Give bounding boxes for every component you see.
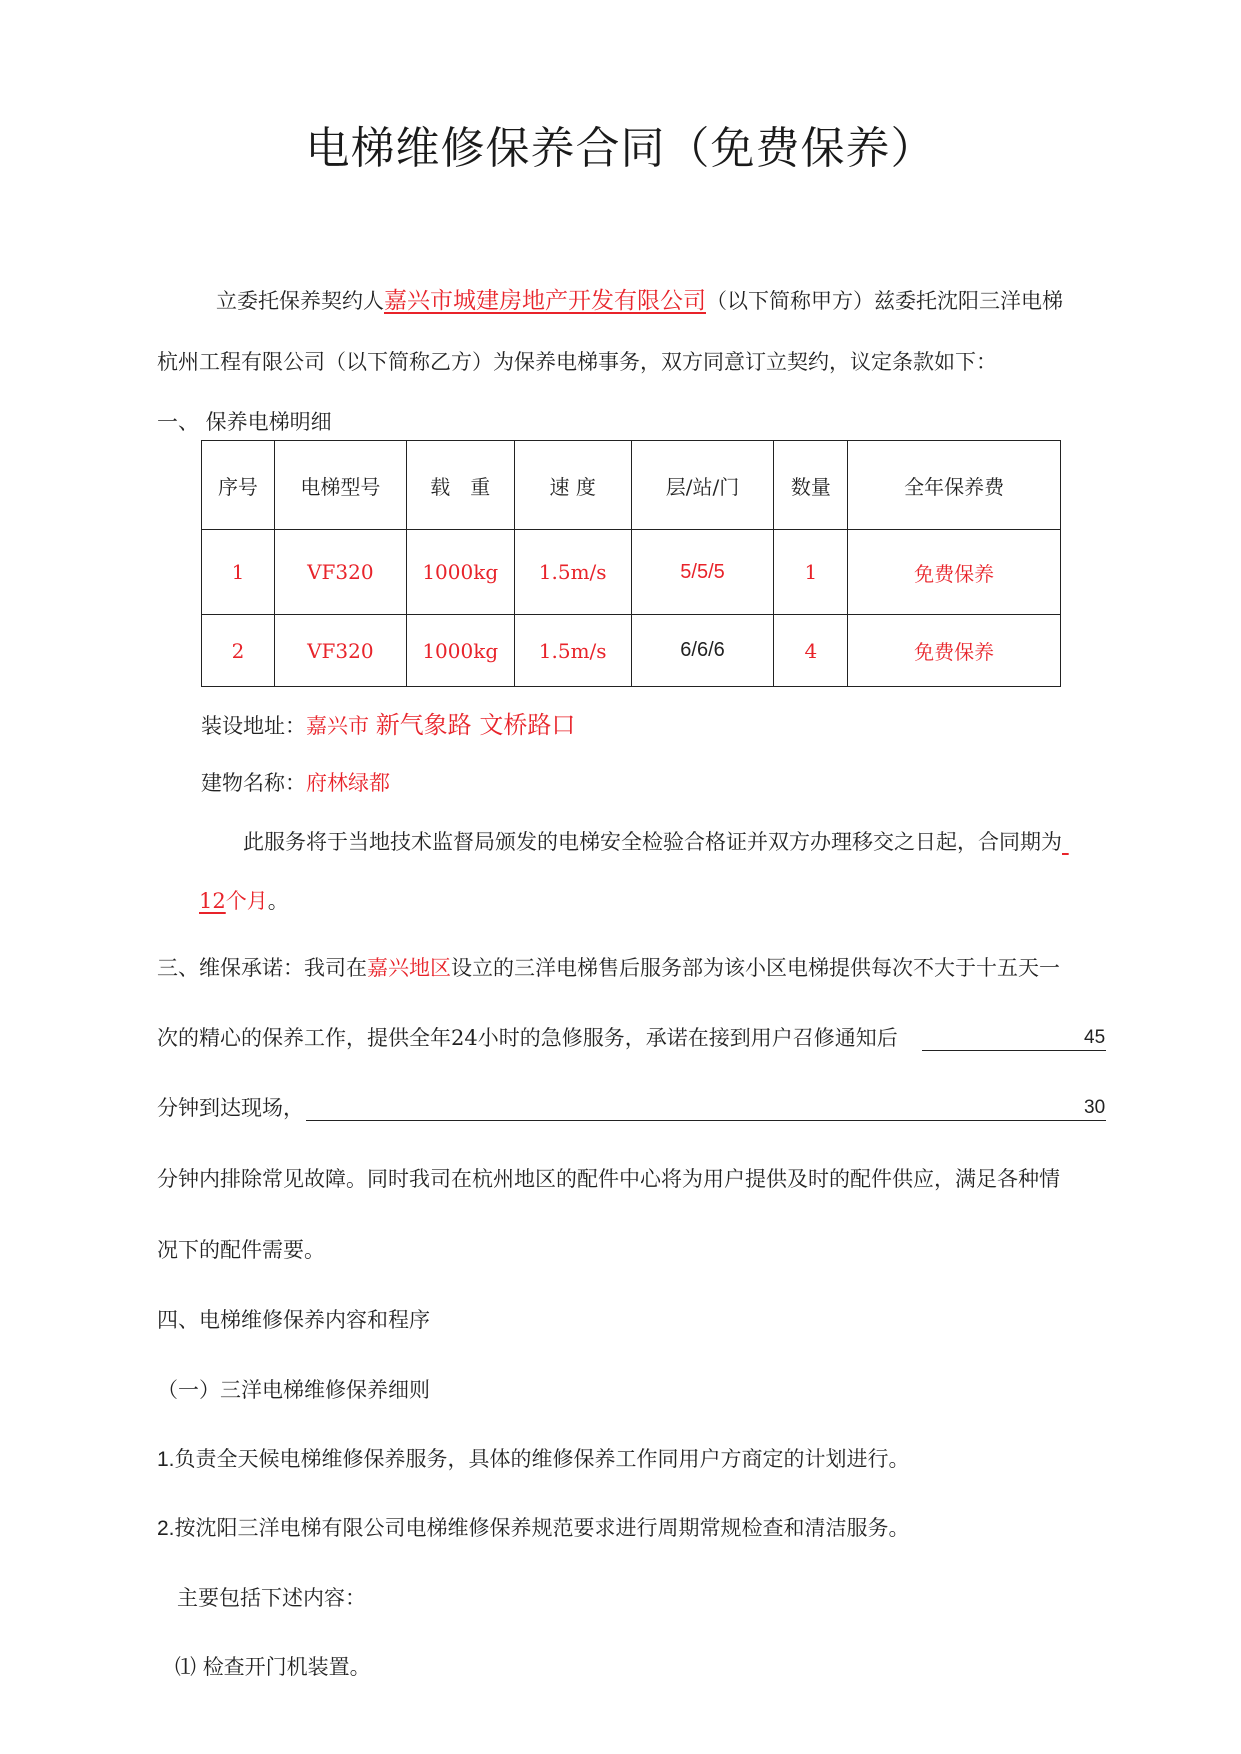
- table-cell: 1000kg: [406, 530, 514, 615]
- table-cell: 1: [202, 530, 275, 615]
- sub-item-1-number: ⑴: [175, 1655, 196, 1679]
- section-3-line-3: 分钟到达现场，: [157, 1096, 304, 1120]
- table-row: [202, 615, 1061, 687]
- table-cell: 免费保养: [848, 615, 1061, 687]
- section-3-rest: 设立的三洋电梯售后服务部为该小区电梯提供每次不大于十五天一: [451, 956, 1060, 980]
- building-name: 府林绿都: [306, 771, 390, 795]
- building-name-line: [201, 768, 390, 798]
- table-cell: 6/6/6: [631, 615, 774, 687]
- item-2-text: 按沈阳三洋电梯有限公司电梯维修保养规范要求进行周期常规检查和清洁服务。: [174, 1516, 910, 1540]
- service-region: 嘉兴地区: [367, 956, 451, 980]
- table-cell: VF320: [274, 530, 406, 615]
- section-3-line-5: 况下的配件需要。: [157, 1238, 325, 1262]
- table-header-row: [202, 441, 1061, 530]
- service-start-text: [243, 827, 1069, 857]
- section-3-line-4: 分钟内排除常见故障。同时我司在杭州地区的配件中心将为用户提供及时的配件供应，满足各种情: [157, 1167, 1060, 1191]
- header-cell: 数量: [774, 441, 848, 530]
- table-cell: 1: [774, 530, 848, 615]
- service-text: 此服务将于当地技术监督局颁发的电梯安全检验合格证并双方办理移交之日起，合同期为: [243, 830, 1062, 854]
- building-label: 建物名称：: [201, 771, 306, 795]
- section-4-sub-heading: （一）三洋电梯维修保养细则: [157, 1378, 430, 1402]
- header-cell: 载 重: [406, 441, 514, 530]
- arrive-minutes: 45: [1084, 1027, 1106, 1048]
- item-2: [157, 1513, 910, 1544]
- term-underline: [1062, 830, 1069, 854]
- table-cell: 2: [202, 615, 275, 687]
- table-cell: 1.5m/s: [514, 615, 631, 687]
- main-includes: 主要包括下述内容：: [177, 1586, 366, 1610]
- header-cell: 序号: [202, 441, 275, 530]
- intro-line-2: 杭州工程有限公司（以下简称乙方）为保养电梯事务，双方同意订立契约，议定条款如下：: [157, 350, 997, 374]
- intro-line-1: [216, 286, 1063, 316]
- table-cell: 1000kg: [406, 615, 514, 687]
- table-row: [202, 530, 1061, 615]
- intro-prefix: 立委托保养契约人: [216, 289, 384, 313]
- address-label: 装设地址：: [201, 714, 306, 738]
- install-address: [201, 710, 575, 741]
- section-3-prefix: 三、维保承诺：我司在: [157, 956, 367, 980]
- address-street: 新气象路 文桥路口: [375, 711, 576, 739]
- term-end: 。: [267, 889, 289, 913]
- fix-minutes: 30: [1084, 1097, 1106, 1118]
- item-1: [157, 1444, 910, 1475]
- term-value: 12: [199, 889, 226, 913]
- section-3-line-2: 次的精心的保养工作，提供全年24小时的急修服务，承诺在接到用户召修通知后: [157, 1026, 898, 1050]
- item-1-text: 负责全天候电梯维修保养服务，具体的维修保养工作同用户方商定的计划进行。: [174, 1447, 910, 1471]
- document-title: 电梯维修保养合同（免费保养）: [305, 123, 936, 174]
- sub-item-1-text: 检查开门机装置。: [202, 1655, 371, 1679]
- elevator-spec-table: [201, 440, 1061, 687]
- sub-item-1: [175, 1652, 371, 1682]
- item-2-number: 2.: [157, 1517, 175, 1540]
- section-1-heading: 一、 保养电梯明细: [157, 410, 332, 434]
- address-city: 嘉兴市: [306, 714, 369, 738]
- term-unit: 个月: [225, 889, 268, 913]
- item-1-number: 1.: [157, 1448, 175, 1471]
- header-cell: 全年保养费: [848, 441, 1061, 530]
- header-cell: 层/站/门: [631, 441, 774, 530]
- header-cell: 速 度: [514, 441, 631, 530]
- table-cell: 5/5/5: [631, 530, 774, 615]
- table-cell: VF320: [274, 615, 406, 687]
- contract-term: [199, 886, 289, 916]
- header-cell: 电梯型号: [274, 441, 406, 530]
- table-cell: 4: [774, 615, 848, 687]
- fix-minutes-blank: [306, 1120, 1106, 1121]
- party-a-name: 嘉兴市城建房地产开发有限公司: [384, 288, 706, 314]
- table-cell: 1.5m/s: [514, 530, 631, 615]
- table-cell: 免费保养: [848, 530, 1061, 615]
- section-4-heading: 四、电梯维修保养内容和程序: [157, 1308, 430, 1332]
- section-3-line-1: [157, 953, 1060, 983]
- intro-suffix: （以下简称甲方）兹委托沈阳三洋电梯: [706, 289, 1063, 313]
- arrive-minutes-blank: [922, 1050, 1106, 1051]
